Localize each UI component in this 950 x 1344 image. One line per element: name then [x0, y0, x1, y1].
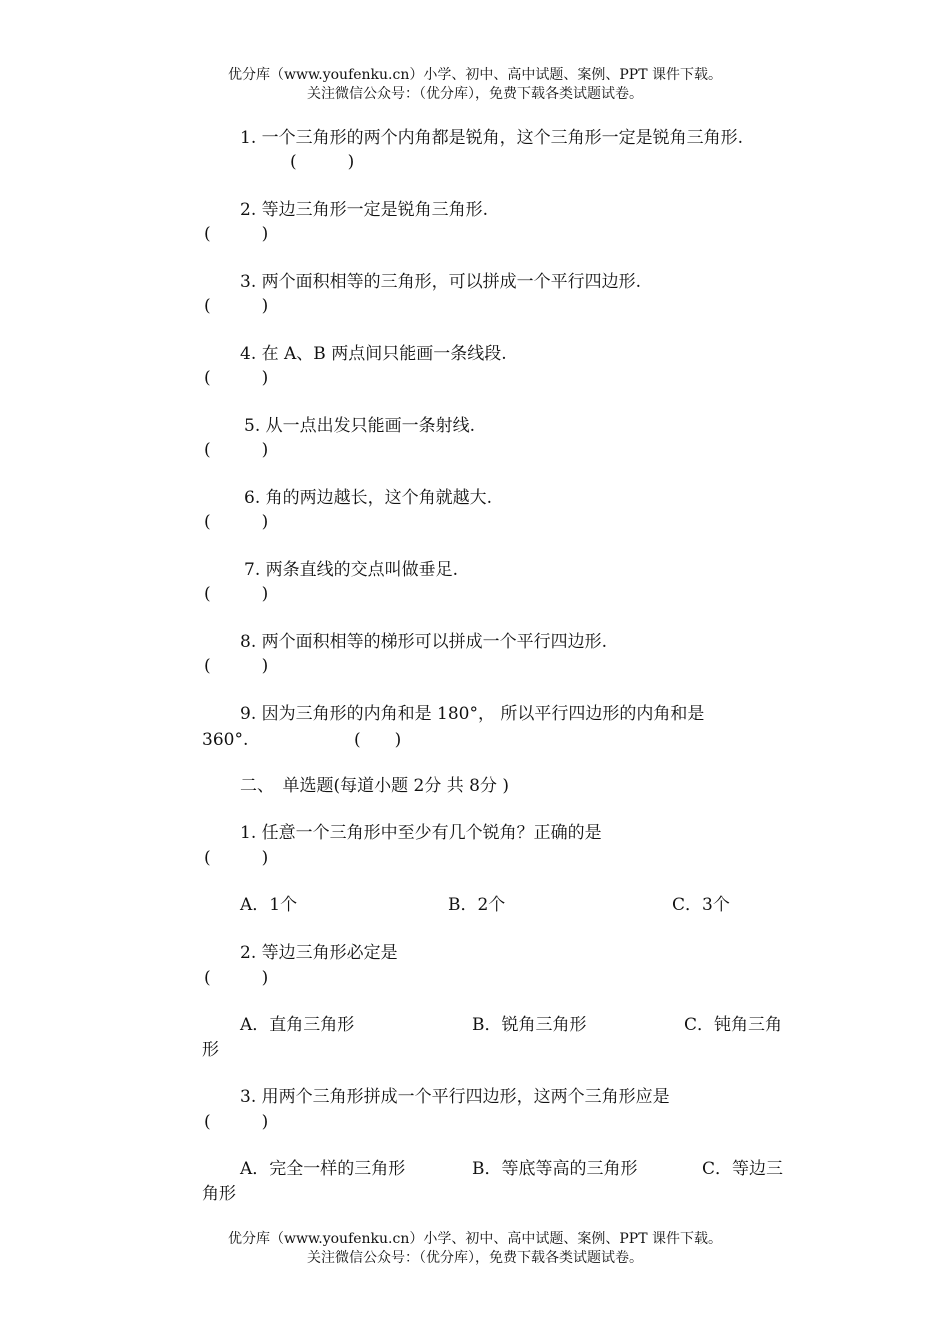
section-title-single-choice: 二、 单选题(每道小题 2分 共 8分 ): [240, 776, 510, 796]
choice-2-option-b: B．锐角三角形: [472, 1015, 587, 1035]
choice-paren-1: ( ): [204, 848, 269, 868]
question-1: 1. 一个三角形的两个内角都是锐角，这个三角形一定是锐角三角形.: [240, 128, 744, 148]
answer-paren-6: ( ): [204, 512, 269, 532]
choice-3-option-c-continued: 角形: [202, 1184, 236, 1204]
answer-paren-1: ( ): [290, 152, 355, 172]
answer-paren-8: ( ): [204, 656, 269, 676]
answer-paren-9: ( ): [354, 730, 402, 750]
answer-paren-5: ( ): [204, 440, 269, 460]
header-line-1: 优分库（www.youfenku.cn）小学、初中、高中试题、案例、PPT 课件下载。: [227, 67, 722, 83]
question-8: 8. 两个面积相等的梯形可以拼成一个平行四边形.: [240, 632, 608, 652]
choice-2-option-c: C．钝角三角: [684, 1015, 783, 1035]
question-7: 7. 两条直线的交点叫做垂足.: [244, 560, 459, 580]
choice-question-3: 3. 用两个三角形拼成一个平行四边形，这两个三角形应是: [240, 1087, 670, 1107]
question-6: 6. 角的两边越长，这个角就越大.: [244, 488, 493, 508]
choice-2-option-a: A．直角三角形: [240, 1015, 355, 1035]
answer-paren-2: ( ): [204, 224, 269, 244]
question-4: 4. 在 A、B 两点间只能画一条线段.: [240, 344, 507, 364]
choice-1-option-c: C．3个: [672, 895, 730, 915]
choice-1-option-a: A．1个: [240, 895, 298, 915]
question-5: 5. 从一点出发只能画一条射线.: [244, 416, 476, 436]
choice-question-2: 2. 等边三角形必定是: [240, 943, 398, 963]
question-3: 3. 两个面积相等的三角形，可以拼成一个平行四边形.: [240, 272, 642, 292]
choice-question-1: 1. 任意一个三角形中至少有几个锐角？正确的是: [240, 823, 602, 843]
choice-paren-2: ( ): [204, 968, 269, 988]
choice-3-option-a: A．完全一样的三角形: [240, 1159, 406, 1179]
choice-3-option-c: C．等边三: [702, 1159, 784, 1179]
header-line-2: 关注微信公众号：（优分库），免费下载各类试题试卷。: [307, 86, 643, 102]
question-9-continued: 360°.: [202, 730, 249, 750]
answer-paren-7: ( ): [204, 584, 269, 604]
answer-paren-3: ( ): [204, 296, 269, 316]
choice-1-option-b: B．2个: [448, 895, 506, 915]
footer-line-1: 优分库（www.youfenku.cn）小学、初中、高中试题、案例、PPT 课件下载。: [227, 1231, 722, 1247]
footer-line-2: 关注微信公众号：（优分库），免费下载各类试题试卷。: [307, 1250, 643, 1266]
answer-paren-4: ( ): [204, 368, 269, 388]
choice-2-option-c-continued: 形: [202, 1040, 219, 1060]
choice-paren-3: ( ): [204, 1112, 269, 1132]
question-9: 9. 因为三角形的内角和是 180°， 所以平行四边形的内角和是: [240, 704, 705, 724]
choice-3-option-b: B．等底等高的三角形: [472, 1159, 638, 1179]
question-2: 2. 等边三角形一定是锐角三角形.: [240, 200, 489, 220]
